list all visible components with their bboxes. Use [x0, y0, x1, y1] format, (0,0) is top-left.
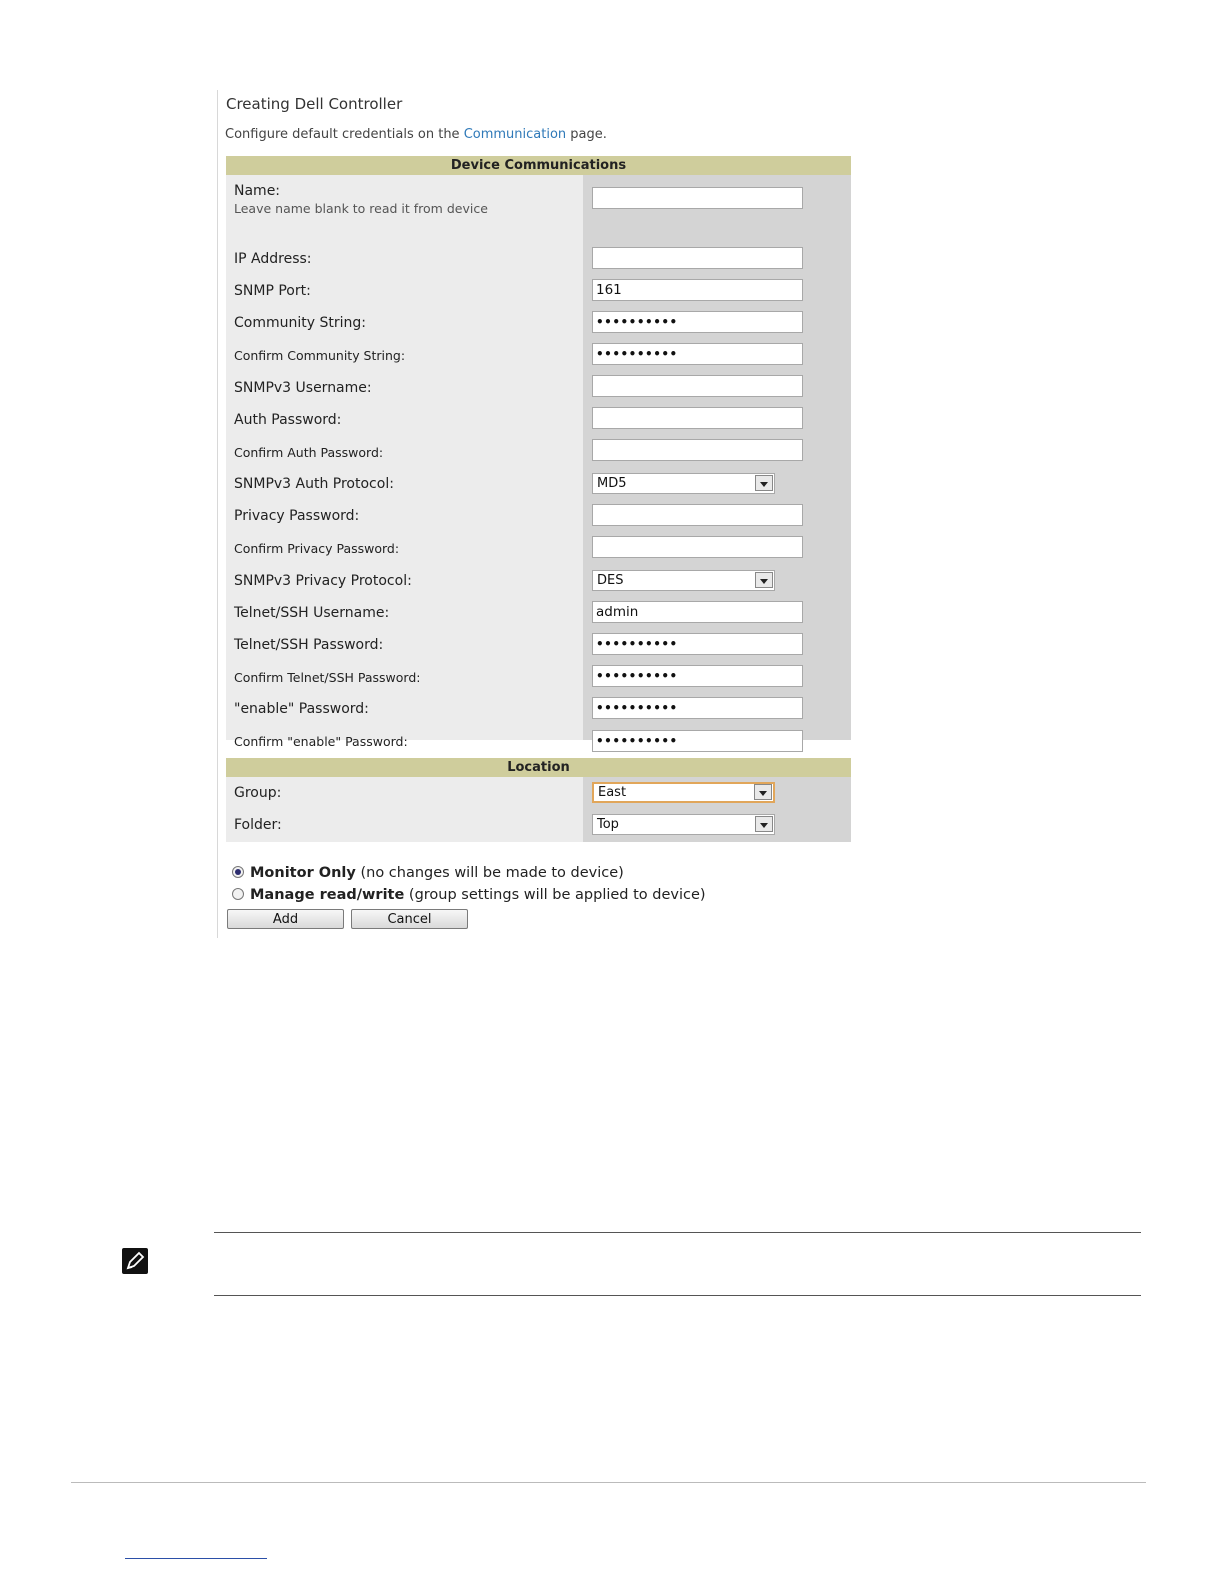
enable-password-label: "enable" Password: [234, 701, 369, 717]
folder-select[interactable] [592, 814, 775, 835]
snmpv3-username-field[interactable] [592, 375, 803, 397]
ip-address-field[interactable] [592, 247, 803, 269]
name-field[interactable] [592, 187, 803, 209]
monitor-only-label: Monitor Only [250, 865, 356, 881]
community-string-label: Community String: [234, 315, 366, 331]
privacy-protocol-value: DES [597, 573, 624, 588]
monitor-only-radio[interactable] [232, 866, 244, 878]
screenshot-panel [217, 90, 858, 938]
snmpv3-privacy-protocol-label: SNMPv3 Privacy Protocol: [234, 573, 412, 589]
name-hint: Leave name blank to read it from device [234, 201, 488, 216]
confirm-privacy-password-field[interactable] [592, 536, 803, 558]
group-label: Group: [234, 785, 282, 801]
device-communications-panel [226, 156, 851, 749]
chevron-down-icon[interactable] [755, 816, 773, 832]
intro-suffix: page. [566, 127, 607, 142]
privacy-password-label: Privacy Password: [234, 508, 360, 524]
page-title: Creating Dell Controller [226, 95, 403, 113]
footer-rule [71, 1482, 1146, 1483]
auth-password-field[interactable] [592, 407, 803, 429]
manage-read-write-label: Manage read/write [250, 887, 405, 903]
confirm-community-string-label: Confirm Community String: [234, 348, 406, 363]
telnet-ssh-username-label: Telnet/SSH Username: [234, 605, 390, 621]
monitor-only-option[interactable] [232, 865, 624, 881]
privacy-password-field[interactable] [592, 504, 803, 526]
group-select[interactable] [592, 782, 775, 803]
auth-protocol-select[interactable] [592, 473, 775, 494]
note-top-rule [214, 1232, 1141, 1233]
chevron-down-icon[interactable] [755, 475, 773, 491]
enable-password-field[interactable]: •••••••••• [592, 697, 803, 719]
manage-read-write-description: (group settings will be applied to device) [404, 887, 706, 903]
location-panel [226, 758, 851, 842]
telnet-ssh-password-label: Telnet/SSH Password: [234, 637, 384, 653]
snmp-port-field[interactable]: 161 [592, 279, 803, 301]
pencil-note-icon [122, 1248, 148, 1274]
name-label: Name: [234, 183, 281, 199]
manage-read-write-option[interactable] [232, 887, 706, 903]
telnet-ssh-username-field[interactable]: admin [592, 601, 803, 623]
snmpv3-auth-protocol-label: SNMPv3 Auth Protocol: [234, 476, 394, 492]
group-value: East [598, 785, 627, 800]
note-bottom-rule [214, 1295, 1141, 1296]
intro-text [225, 127, 607, 142]
location-header: Location [226, 758, 851, 777]
confirm-enable-password-field[interactable]: •••••••••• [592, 730, 803, 752]
privacy-protocol-select[interactable] [592, 570, 775, 591]
confirm-telnet-ssh-password-field[interactable]: •••••••••• [592, 665, 803, 687]
chevron-down-icon[interactable] [754, 784, 772, 800]
cancel-button[interactable]: Cancel [351, 909, 468, 929]
device-communications-header: Device Communications [226, 156, 851, 175]
community-string-field[interactable]: •••••••••• [592, 311, 803, 333]
add-button[interactable]: Add [227, 909, 344, 929]
snmpv3-username-label: SNMPv3 Username: [234, 380, 372, 396]
manage-read-write-radio[interactable] [232, 888, 244, 900]
auth-protocol-value: MD5 [597, 476, 627, 491]
telnet-ssh-password-field[interactable]: •••••••••• [592, 633, 803, 655]
footer-link-underline [125, 1558, 267, 1559]
confirm-auth-password-label: Confirm Auth Password: [234, 445, 384, 460]
folder-label: Folder: [234, 817, 282, 833]
intro-prefix: Configure default credentials on the [225, 127, 464, 142]
snmp-port-label: SNMP Port: [234, 283, 311, 299]
folder-value: Top [597, 817, 619, 832]
confirm-telnet-ssh-password-label: Confirm Telnet/SSH Password: [234, 670, 421, 685]
monitor-only-description: (no changes will be made to device) [355, 865, 624, 881]
confirm-enable-password-label: Confirm "enable" Password: [234, 734, 408, 749]
auth-password-label: Auth Password: [234, 412, 342, 428]
confirm-privacy-password-label: Confirm Privacy Password: [234, 541, 400, 556]
confirm-community-string-field[interactable]: •••••••••• [592, 343, 803, 365]
chevron-down-icon[interactable] [755, 572, 773, 588]
ip-address-label: IP Address: [234, 251, 312, 267]
confirm-auth-password-field[interactable] [592, 439, 803, 461]
communication-link[interactable]: Communication [463, 127, 567, 142]
